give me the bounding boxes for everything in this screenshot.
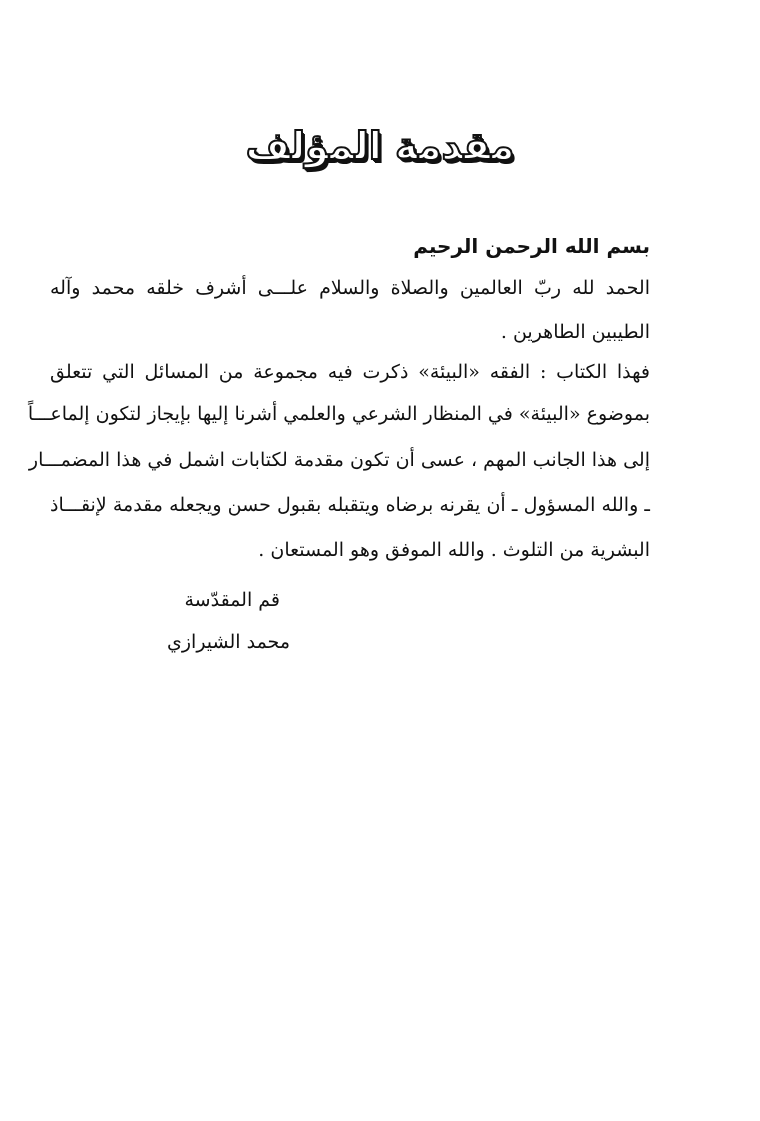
paragraph-2-line-5: البشرية من التلوث . والله الموفق وهو المستعان . bbox=[258, 539, 650, 561]
paragraph-2-line-2: بموضوع «البيئة» في المنظار الشرعي والعلمي أشرنا إليها بإيجاز لتكون إلماعـــاً bbox=[27, 403, 650, 425]
signature-author: محمد الشيرازي bbox=[167, 631, 290, 653]
basmala: بسم الله الرحمن الرحيم bbox=[413, 234, 650, 258]
paragraph-2-line-4: ـ والله المسؤول ـ أن يقرنه برضاه ويتقبله بقبول حسن ويجعله مقدمة لإنقـــاذ bbox=[50, 494, 650, 516]
page-title: مقدمة المؤلف bbox=[245, 124, 515, 168]
paragraph-1-line-1: الحمد لله ربّ العالمين والصلاة والسلام علـــى أشرف خلقه محمد وآله bbox=[50, 277, 650, 299]
paragraph-2-line-1: فهذا الكتاب : الفقه «البيئة» ذكرت فيه مجموعة من المسائل التي تتعلق bbox=[50, 361, 650, 383]
signature-place: قم المقدّسة bbox=[184, 589, 280, 611]
paragraph-1-line-2: الطيبين الطاهرين . bbox=[500, 321, 650, 343]
paragraph-2-line-3: إلى هذا الجانب المهم ، عسى أن تكون مقدمة لكتابات اشمل في هذا المضمـــار bbox=[28, 449, 650, 471]
